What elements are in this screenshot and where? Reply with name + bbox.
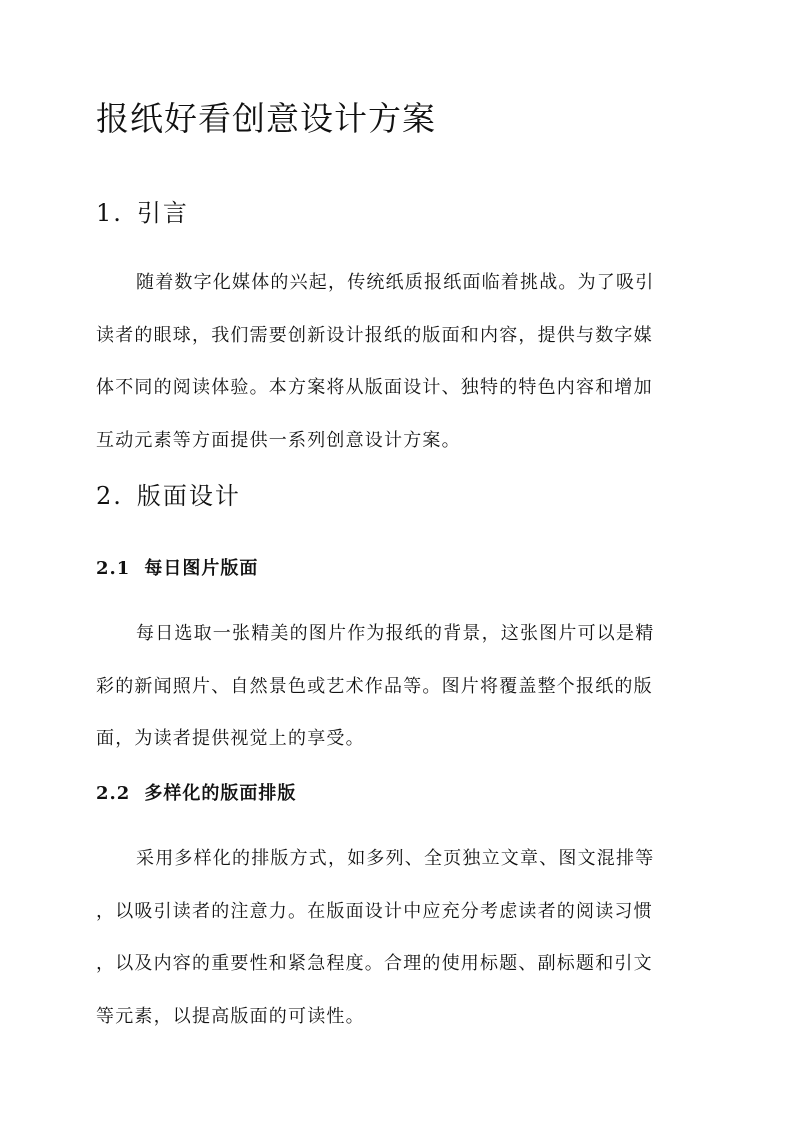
document-title: 报纸好看创意设计方案 <box>96 99 436 138</box>
section-heading-intro <box>96 196 189 230</box>
paragraph-line: 等元素，以提高版面的可读性。 <box>96 1005 365 1027</box>
paragraph-line: 采用多样化的排版方式，如多列、全页独立文章、图文混排等 <box>136 848 655 869</box>
section-number: 1. <box>96 199 123 227</box>
paragraph-line: 互动元素等方面提供一系列创意设计方案。 <box>96 429 461 451</box>
section-heading-layout <box>96 479 241 513</box>
section-title: 版面设计 <box>136 482 241 510</box>
subsection-heading-diverse-layout <box>96 781 296 807</box>
paragraph-line: 每日选取一张精美的图片作为报纸的背景，这张图片可以是精 <box>136 623 655 644</box>
subsection-title: 多样化的版面排版 <box>144 783 297 804</box>
subsection-number: 2.2 <box>96 783 131 804</box>
paragraph-line: 彩的新闻照片、自然景色或艺术作品等。图片将覆盖整个报纸的版 <box>96 675 653 697</box>
section-number: 2. <box>96 482 123 510</box>
daily-photo-paragraph <box>96 621 704 779</box>
paragraph-line: ，以及内容的重要性和紧急程度。合理的使用标题、副标题和引文 <box>96 953 653 974</box>
paragraph-line: 体不同的阅读体验。本方案将从版面设计、独特的特色内容和增加 <box>96 377 653 398</box>
paragraph-line: 随着数字化媒体的兴起，传统纸质报纸面临着挑战。为了吸引 <box>136 272 655 293</box>
paragraph-line: 读者的眼球，我们需要创新设计报纸的版面和内容，提供与数字媒 <box>96 324 653 346</box>
diverse-layout-paragraph <box>96 846 704 1056</box>
paragraph-line: 面，为读者提供视觉上的享受。 <box>96 728 365 749</box>
paragraph-line: ，以吸引读者的注意力。在版面设计中应充分考虑读者的阅读习惯 <box>96 900 653 922</box>
section-title: 引言 <box>136 199 189 227</box>
subsection-heading-daily-photo <box>96 556 258 582</box>
subsection-number: 2.1 <box>96 558 131 579</box>
subsection-title: 每日图片版面 <box>144 558 259 579</box>
intro-paragraph <box>96 270 704 480</box>
